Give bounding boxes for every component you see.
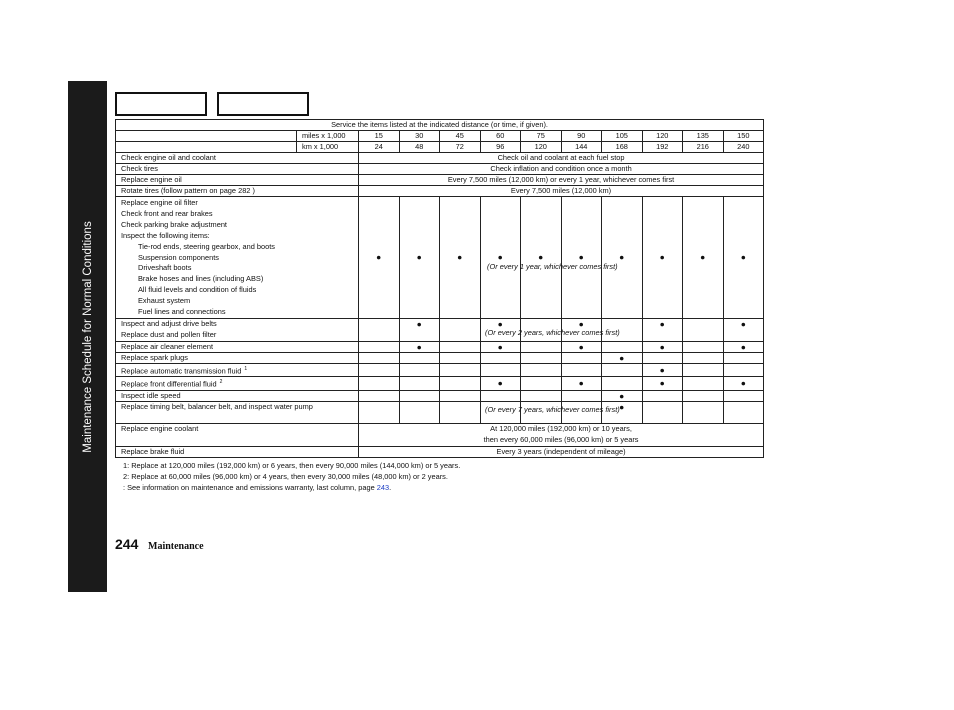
row-coolant bbox=[116, 423, 764, 446]
miles-cell: 30 bbox=[399, 131, 440, 142]
row-atf bbox=[116, 363, 764, 376]
footnote-2: 2: Replace at 60,000 miles (96,000 km) or 4 years, then every 30,000 miles (48,000 km) or 2 years. bbox=[123, 472, 448, 481]
sub-item-label: Fuel lines and connections bbox=[138, 307, 226, 317]
side-tab-title: Maintenance Schedule for Normal Conditions bbox=[81, 220, 94, 453]
service-dot: ● bbox=[480, 318, 521, 341]
miles-label: miles x 1,000 bbox=[297, 131, 359, 142]
interval-note-line: At 120,000 miles (192,000 km) or 10 years, bbox=[490, 423, 632, 433]
sub-item-label: Brake hoses and lines (including ABS) bbox=[138, 274, 264, 284]
header-box-left bbox=[115, 92, 207, 116]
table-caption: Service the items listed at the indicated distance (or time, if given). bbox=[116, 120, 764, 131]
service-dot: ● bbox=[723, 341, 764, 352]
interval-note-belts: (Or every 2 years, whichever comes first) bbox=[485, 328, 620, 337]
maintenance-schedule-table bbox=[115, 119, 764, 458]
service-dot: ● bbox=[561, 377, 602, 390]
item-label: Replace timing belt, balancer belt, and inspect water pump bbox=[116, 401, 359, 423]
row-brake-fluid bbox=[116, 446, 764, 457]
km-label: km x 1,000 bbox=[297, 142, 359, 153]
row-drive-belts bbox=[116, 318, 764, 341]
footnote-3 bbox=[123, 482, 460, 493]
service-dot: ● bbox=[480, 197, 521, 319]
item-label bbox=[116, 318, 359, 341]
service-dot: ● bbox=[480, 341, 521, 352]
item-label: Check parking brake adjustment bbox=[121, 219, 227, 229]
service-dot: ● bbox=[521, 197, 562, 319]
service-dot: ● bbox=[602, 401, 643, 423]
footnote-marker: 2 bbox=[219, 379, 223, 386]
side-tab bbox=[68, 81, 107, 592]
km-cell: 192 bbox=[642, 142, 683, 153]
row-check-tires bbox=[116, 164, 764, 175]
item-text: Replace front differential fluid bbox=[121, 379, 217, 389]
row-timing-belt bbox=[116, 401, 764, 423]
footnotes bbox=[123, 460, 460, 493]
item-label: Replace engine coolant bbox=[116, 423, 359, 446]
item-label bbox=[116, 377, 359, 390]
caption-row bbox=[116, 120, 764, 131]
service-dot: ● bbox=[723, 197, 764, 319]
service-dot: ● bbox=[480, 377, 521, 390]
row-air-cleaner bbox=[116, 341, 764, 352]
row-inspection-group bbox=[116, 197, 764, 319]
interval-note: Every 7,500 miles (12,000 km) bbox=[359, 186, 764, 197]
interval-note: Check inflation and condition once a month bbox=[359, 164, 764, 175]
section-title: Maintenance bbox=[148, 541, 204, 552]
service-dot: ● bbox=[399, 197, 440, 319]
item-label bbox=[116, 363, 359, 376]
km-row bbox=[116, 142, 764, 153]
miles-cell: 60 bbox=[480, 131, 521, 142]
item-label: Replace spark plugs bbox=[116, 352, 359, 363]
sub-item-label: Driveshaft boots bbox=[138, 263, 192, 273]
row-idle bbox=[116, 390, 764, 401]
km-cell: 216 bbox=[683, 142, 724, 153]
row-spark-plugs bbox=[116, 352, 764, 363]
item-label: Check tires bbox=[116, 164, 359, 175]
sub-item-label: Exhaust system bbox=[138, 296, 191, 306]
km-cell: 240 bbox=[723, 142, 764, 153]
sub-item-label: Suspension components bbox=[138, 252, 219, 262]
service-dot: ● bbox=[602, 352, 643, 363]
interval-note-inspection: (Or every 1 year, whichever comes first) bbox=[487, 262, 618, 271]
service-dot: ● bbox=[399, 318, 440, 341]
row-front-diff bbox=[116, 377, 764, 390]
service-dot: ● bbox=[642, 197, 683, 319]
service-dot: ● bbox=[642, 318, 683, 341]
row-check-oil bbox=[116, 153, 764, 164]
header-box-right bbox=[217, 92, 309, 116]
km-cell: 120 bbox=[521, 142, 562, 153]
km-cell: 24 bbox=[359, 142, 400, 153]
miles-cell: 150 bbox=[723, 131, 764, 142]
km-cell: 96 bbox=[480, 142, 521, 153]
service-dot: ● bbox=[561, 197, 602, 319]
page-link[interactable]: 243 bbox=[376, 483, 390, 492]
service-dot: ● bbox=[561, 341, 602, 352]
service-dot: ● bbox=[440, 197, 481, 319]
service-dot: ● bbox=[723, 377, 764, 390]
km-cell: 72 bbox=[440, 142, 481, 153]
inspection-item-list bbox=[116, 197, 359, 319]
miles-cell: 105 bbox=[602, 131, 643, 142]
item-label: Inspect and adjust drive belts bbox=[121, 318, 217, 328]
miles-cell: 120 bbox=[642, 131, 683, 142]
item-label: Inspect the following items: bbox=[121, 230, 210, 240]
page-number: 244 bbox=[115, 536, 139, 552]
interval-note: Every 3 years (independent of mileage) bbox=[359, 446, 764, 457]
service-dot: ● bbox=[642, 363, 683, 376]
item-label: Inspect idle speed bbox=[116, 390, 359, 401]
service-dot: ● bbox=[561, 318, 602, 341]
miles-cell: 45 bbox=[440, 131, 481, 142]
item-label: Check engine oil and coolant bbox=[116, 153, 359, 164]
service-dot: ● bbox=[602, 197, 643, 319]
row-replace-oil bbox=[116, 175, 764, 186]
sub-item-label: Tie-rod ends, steering gearbox, and boots bbox=[138, 241, 275, 251]
item-label: Replace engine oil filter bbox=[121, 198, 198, 207]
km-cell: 48 bbox=[399, 142, 440, 153]
service-dot: ● bbox=[642, 341, 683, 352]
miles-row bbox=[116, 131, 764, 142]
footnote-3-text: : See information on maintenance and emissions warranty, last column, page bbox=[123, 483, 375, 492]
item-text: Replace automatic transmission fluid bbox=[121, 366, 242, 376]
service-dot: ● bbox=[683, 197, 724, 319]
km-cell: 168 bbox=[602, 142, 643, 153]
miles-cell: 15 bbox=[359, 131, 400, 142]
footnote-3-end: . bbox=[389, 483, 392, 492]
service-dot: ● bbox=[399, 341, 440, 352]
interval-note-line: then every 60,000 miles (96,000 km) or 5 years bbox=[483, 434, 639, 444]
service-dot: ● bbox=[359, 197, 400, 319]
miles-cell: 90 bbox=[561, 131, 602, 142]
interval-note: Every 7,500 miles (12,000 km) or every 1 year, whichever comes first bbox=[359, 175, 764, 186]
sub-item-label: All fluid levels and condition of fluids bbox=[138, 285, 257, 295]
miles-cell: 75 bbox=[521, 131, 562, 142]
miles-cell: 135 bbox=[683, 131, 724, 142]
item-label: Replace brake fluid bbox=[116, 446, 359, 457]
interval-note bbox=[359, 423, 764, 446]
item-label: Replace dust and pollen filter bbox=[121, 329, 217, 339]
interval-note: Check oil and coolant at each fuel stop bbox=[359, 153, 764, 164]
item-label: Check front and rear brakes bbox=[121, 208, 213, 218]
service-dot: ● bbox=[602, 390, 643, 401]
service-dot: ● bbox=[723, 318, 764, 341]
footnote-marker: 1 bbox=[244, 365, 248, 372]
item-label: Replace air cleaner element bbox=[116, 341, 359, 352]
service-dot: ● bbox=[642, 377, 683, 390]
interval-note-timing: (Or every 7 years, whichever comes first) bbox=[485, 405, 620, 414]
km-cell: 144 bbox=[561, 142, 602, 153]
item-label: Rotate tires (follow pattern on page 282 ) bbox=[116, 186, 359, 197]
row-rotate-tires bbox=[116, 186, 764, 197]
footnote-1: 1: Replace at 120,000 miles (192,000 km) or 6 years, then every 90,000 miles (144,000 km) or 5 years. bbox=[123, 461, 461, 470]
item-label: Replace engine oil bbox=[116, 175, 359, 186]
